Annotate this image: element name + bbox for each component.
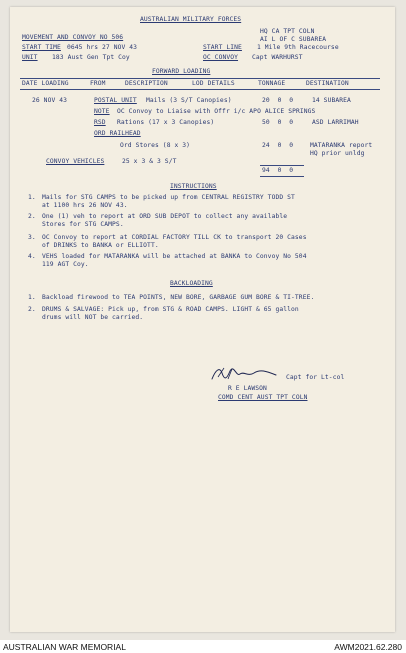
instruction-line: Mails for STG CAMPS to be picked up from CENTRAL REGISTRY TODD ST bbox=[42, 194, 295, 201]
start-line-value: 1 Mile 9th Racecourse bbox=[257, 44, 339, 51]
col-header-from: FROM bbox=[90, 80, 106, 87]
signatory-title: COMD CENT AUST TPT COLN bbox=[218, 394, 308, 401]
signatory-role: Capt for Lt-col bbox=[286, 374, 345, 381]
col-header-date: DATE LOADING bbox=[22, 80, 69, 87]
instruction-line: 119 AGT Coy. bbox=[42, 261, 89, 268]
instruction-number: 1. bbox=[28, 194, 36, 201]
col-header-tonnage: TONNAGE bbox=[258, 80, 286, 87]
total-rule-bottom bbox=[260, 176, 304, 177]
footer-bar bbox=[0, 640, 406, 653]
ord-description: Ord Stores (8 x 3) bbox=[120, 142, 191, 149]
convoy-vehicles-label: CONVOY VEHICLES bbox=[46, 158, 105, 165]
note-label: NOTE bbox=[94, 108, 110, 115]
document-page bbox=[10, 7, 395, 632]
instruction-number: 4. bbox=[28, 253, 36, 260]
document-title: AUSTRALIAN MILITARY FORCES bbox=[140, 16, 242, 23]
ord-railhead-label: ORD RAILHEAD bbox=[94, 130, 141, 137]
postal-description: Mails (3 S/T Canopies) bbox=[146, 97, 232, 104]
start-time-value: 0645 hrs 27 NOV 43 bbox=[67, 44, 138, 51]
rsd-tonnage: 50 0 0 bbox=[262, 119, 294, 126]
backloading-line: Backload firewood to TEA POINTS, NEW BORE, GARBAGE GUM BORE & TI-TREE. bbox=[42, 294, 315, 301]
unit-label: UNIT bbox=[22, 54, 38, 61]
col-header-description: DESCRIPTION bbox=[125, 80, 168, 87]
movement-heading: MOVEMENT AND CONVOY NO 506 bbox=[22, 34, 124, 41]
unit-value: 183 Aust Gen Tpt Coy bbox=[52, 54, 130, 61]
handwritten-signature bbox=[210, 365, 280, 383]
oc-convoy-label: OC CONVOY bbox=[203, 54, 239, 61]
header-rule-bottom bbox=[20, 89, 380, 90]
postal-tonnage: 20 0 0 bbox=[262, 97, 294, 104]
instruction-line: OC Convoy to report at CORDIAL FACTORY TILL CK to transport 20 Cases bbox=[42, 234, 307, 241]
backloading-line: drums will NOT be carried. bbox=[42, 314, 144, 321]
convoy-vehicles-value: 25 x 3 & 3 S/T bbox=[122, 158, 177, 165]
header-rule-top bbox=[20, 78, 380, 79]
instruction-number: 3. bbox=[28, 234, 36, 241]
rsd-label: RSD bbox=[94, 119, 106, 126]
col-header-lod: LOD DETAILS bbox=[192, 80, 235, 87]
postal-unit-label: POSTAL UNIT bbox=[94, 97, 137, 104]
total-rule-top bbox=[260, 165, 304, 166]
instruction-line: of DRINKS to BANKA or ELLIOTT. bbox=[42, 242, 159, 249]
total-tonnage: 94 0 0 bbox=[262, 167, 294, 174]
ord-destination: MATARANKA report bbox=[310, 142, 373, 149]
backloading-heading: BACKLOADING bbox=[170, 280, 213, 287]
col-header-destination: DESTINATION bbox=[306, 80, 349, 87]
backloading-line: DRUMS & SALVAGE: Pick up, from STG & ROAD CAMPS. LIGHT & 65 gallon bbox=[42, 306, 299, 313]
footer-catalog-id: AWM2021.62.280 bbox=[334, 642, 402, 652]
instruction-line: at 1100 hrs 26 NOV 43. bbox=[42, 202, 128, 209]
hq-heading: HQ CA TPT COLN bbox=[260, 28, 315, 35]
start-time-label: START TIME bbox=[22, 44, 61, 51]
ord-destination-2: HQ prior unldg bbox=[310, 150, 365, 157]
instruction-number: 2. bbox=[28, 213, 36, 220]
footer-institution: AUSTRALIAN WAR MEMORIAL bbox=[3, 642, 126, 652]
postal-destination: 14 SUBAREA bbox=[312, 97, 351, 104]
start-line-label: START LINE bbox=[203, 44, 242, 51]
row-date: 26 NOV 43 bbox=[32, 97, 68, 104]
forward-loading-heading: FORWARD LOADING bbox=[152, 68, 211, 75]
rsd-destination: ASD LARRIMAH bbox=[312, 119, 359, 126]
rsd-description: Rations (17 x 3 Canopies) bbox=[117, 119, 215, 126]
backloading-number: 1. bbox=[28, 294, 36, 301]
oc-convoy-value: Capt WARHURST bbox=[252, 54, 303, 61]
instruction-line: Stores for STG CAMPS. bbox=[42, 221, 124, 228]
ord-tonnage: 24 0 0 bbox=[262, 142, 294, 149]
note-text: OC Convoy to Liaise with Offr i/c APO ALICE SPRINGS bbox=[117, 108, 316, 115]
instruction-line: VEHS loaded for MATARANKA will be attached at BANKA to Convoy No 504 bbox=[42, 253, 307, 260]
backloading-number: 2. bbox=[28, 306, 36, 313]
signatory-name: R E LAWSON bbox=[228, 385, 267, 392]
location-heading: AI L OF C SUBAREA bbox=[260, 36, 327, 43]
instructions-heading: INSTRUCTIONS bbox=[170, 183, 217, 190]
instruction-line: One (1) veh to report at ORD SUB DEPOT to collect any available bbox=[42, 213, 288, 220]
